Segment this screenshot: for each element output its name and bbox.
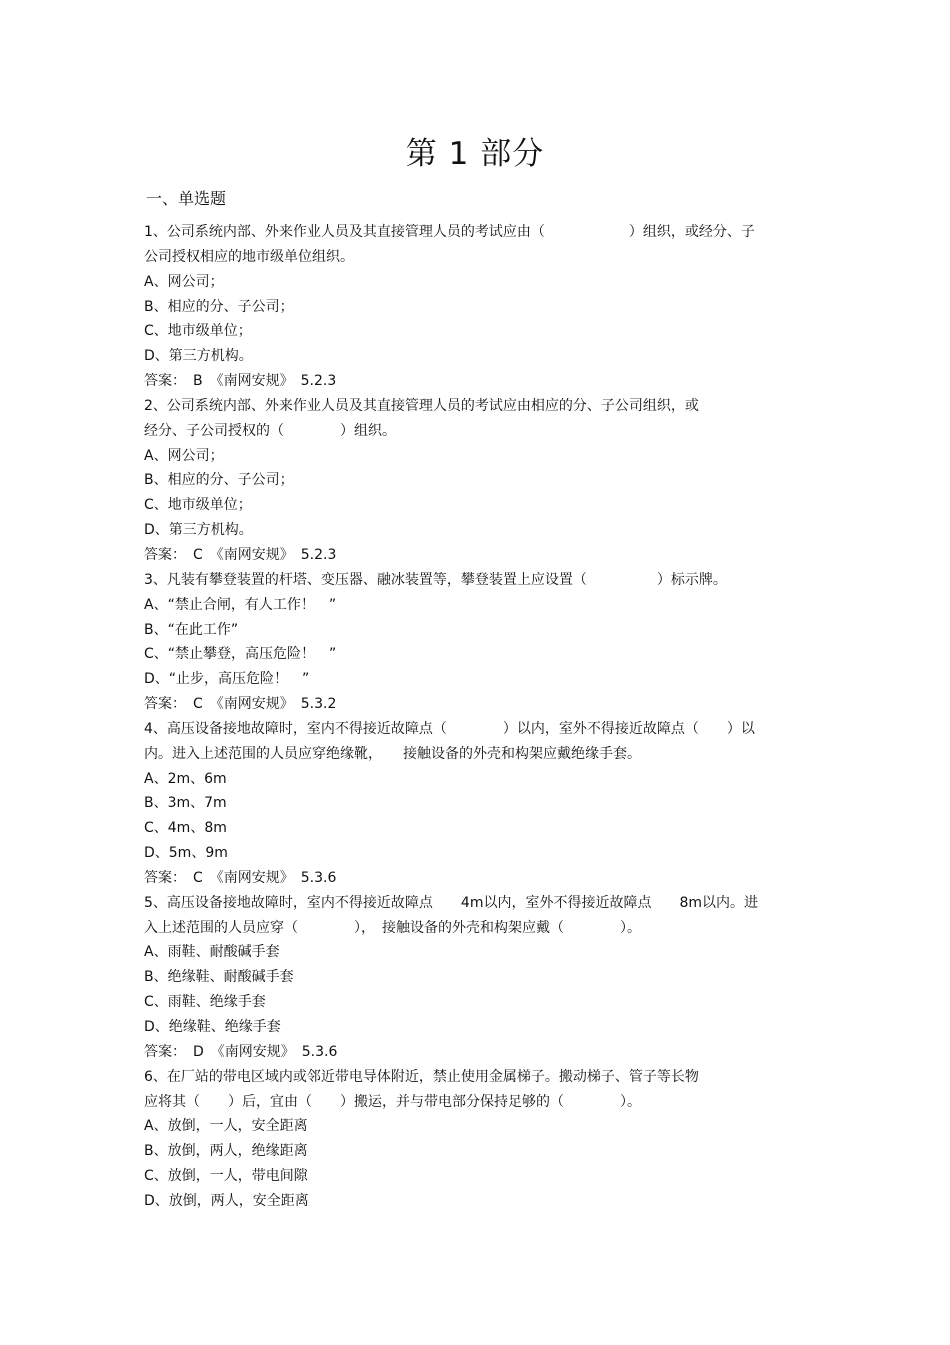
text-line: D、第三方机构。 xyxy=(144,348,253,365)
text-line: D、放倒，两人，安全距离 xyxy=(144,1192,309,1209)
text-line: D、5m、9m xyxy=(144,845,228,862)
text-line: 2、公司系统内部、外来作业人员及其直接管理人员的考试应由相应的分、子公司组织，或 xyxy=(144,397,699,414)
text-line: A、2m、6m xyxy=(144,770,227,787)
text-line: B、相应的分、子公司； xyxy=(144,472,294,489)
text-line: A、放倒，一人，安全距离 xyxy=(144,1118,308,1135)
text-line: B、绝缘鞋、耐酸碱手套 xyxy=(144,969,294,986)
text-line: 答案： C 《南网安规》 5.2.3 xyxy=(144,546,337,563)
text-line: C、“禁止攀登，高压危险！ ” xyxy=(144,646,337,663)
text-line: 经分、子公司授权的（ ）组织。 xyxy=(144,422,396,439)
text-line: C、地市级单位； xyxy=(144,497,252,514)
question-list xyxy=(144,220,824,1214)
text-line: C、雨鞋、绝缘手套 xyxy=(144,994,266,1011)
page-title: 第 1 部分 xyxy=(405,136,545,172)
text-line: D、绝缘鞋、绝缘手套 xyxy=(144,1019,281,1035)
text-line: B、放倒，两人，绝缘距离 xyxy=(144,1143,308,1160)
text-line: D、第三方机构。 xyxy=(144,522,253,539)
text-line: 4、高压设备接地故障时，室内不得接近故障点（ ）以内，室外不得接近故障点（ ）以 xyxy=(144,720,755,737)
text-line: C、放倒，一人，带电间隙 xyxy=(144,1168,308,1185)
text-line: 入上述范围的人员应穿（ ）， 接触设备的外壳和构架应戴（ ）。 xyxy=(144,919,641,936)
text-line: D、“止步，高压危险！ ” xyxy=(144,671,310,688)
text-line: C、地市级单位； xyxy=(144,323,252,340)
text-line: B、3m、7m xyxy=(144,795,227,812)
text-line: B、相应的分、子公司； xyxy=(144,298,294,315)
text-line: A、雨鞋、耐酸碱手套 xyxy=(144,944,280,961)
text-line: 答案： D 《南网安规》 5.3.6 xyxy=(144,1043,338,1060)
text-line: 答案： C 《南网安规》 5.3.2 xyxy=(144,696,337,713)
text-line: A、网公司； xyxy=(144,447,224,464)
text-line: 内。进入上述范围的人员应穿绝缘靴， 接触设备的外壳和构架应戴绝缘手套。 xyxy=(144,745,641,762)
text-line: 答案： B 《南网安规》 5.2.3 xyxy=(144,373,337,390)
text-line: A、“禁止合闸，有人工作！ ” xyxy=(144,596,337,613)
text-line: B、“在此工作” xyxy=(144,621,239,638)
text-line: 3、凡装有攀登装置的杆塔、变压器、融冰装置等，攀登装置上应设置（ ）标示牌。 xyxy=(144,571,727,588)
text-line: 公司授权相应的地市级单位组织。 xyxy=(144,248,354,265)
text-line: 6、在厂站的带电区域内或邻近带电导体附近，禁止使用金属梯子。搬动梯子、管子等长物 xyxy=(144,1068,699,1085)
text-line: 应将其（ ）后，宜由（ ）搬运，并与带电部分保持足够的（ ）。 xyxy=(144,1093,641,1110)
text-line: A、网公司； xyxy=(144,273,224,290)
text-line: 1、公司系统内部、外来作业人员及其直接管理人员的考试应由（ ）组织，或经分、子 xyxy=(144,224,755,240)
text-line: 答案： C 《南网安规》 5.3.6 xyxy=(144,869,337,886)
section-heading: 一、单选题 xyxy=(146,189,227,208)
text-line: 5、高压设备接地故障时，室内不得接近故障点 4m以内，室外不得接近故障点 8m以内。进 xyxy=(144,894,758,911)
text-line: C、4m、8m xyxy=(144,820,227,837)
